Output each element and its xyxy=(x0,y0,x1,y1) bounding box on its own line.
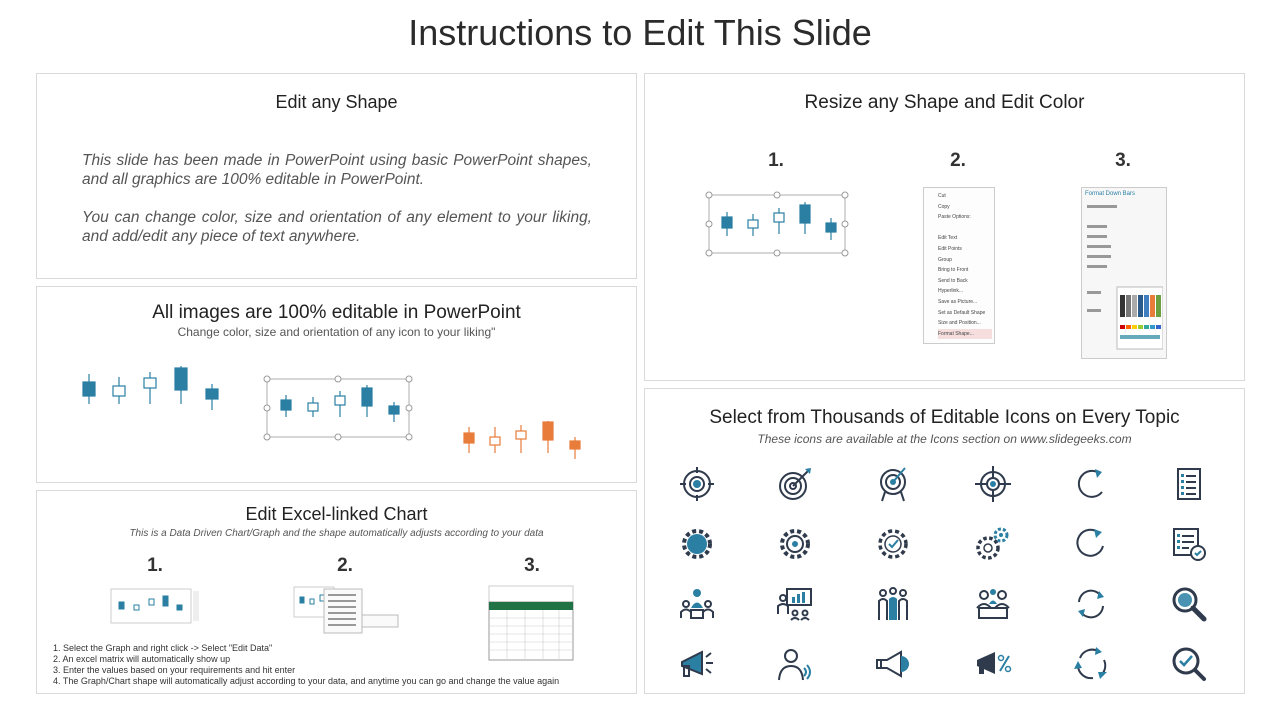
resize-heading: Resize any Shape and Edit Color xyxy=(804,92,1085,113)
excel-step-line: 1. Select the Graph and right click -> Select "Edit Data" xyxy=(53,643,273,653)
context-menu-item: Copy xyxy=(938,203,950,210)
resize-step-1-number: 1. xyxy=(768,150,784,171)
excel-step-line: 2. An excel matrix will automatically show up xyxy=(53,654,231,664)
refresh-arc-icon xyxy=(1071,464,1111,504)
candlestick-orange-graphic xyxy=(457,417,587,462)
megaphone-icon xyxy=(677,644,717,684)
context-menu-item: Size and Position... xyxy=(938,320,981,327)
icons-subtitle: These icons are available at the Icons section on www.slidegeeks.com xyxy=(757,432,1132,446)
edit-shape-paragraph-2: You can change color, size and orientation of any element to your liking, and add/edit any piece of text anywhere. xyxy=(82,209,592,245)
context-menu-item: Send to Back xyxy=(938,277,968,284)
excel-step-line: 4. The Graph/Chart shape will automatically adjust according to your data, and anytime you can go and change the value again xyxy=(53,676,560,686)
candlestick-teal-graphic xyxy=(77,362,227,412)
context-menu-item: Group xyxy=(938,256,952,263)
gear-icon xyxy=(677,524,717,564)
excel-step-1-number: 1. xyxy=(147,555,163,576)
team-leader-icon xyxy=(677,584,717,624)
crosshair-icon xyxy=(973,464,1013,504)
team-meeting-icon xyxy=(973,584,1013,624)
checklist-approved-icon xyxy=(1169,524,1209,564)
context-menu-item: Set as Default Shape xyxy=(938,309,986,316)
context-menu-item: Hyperlink... xyxy=(938,288,964,295)
context-menu-item: Edit Points xyxy=(938,245,962,252)
sync-arrows-icon xyxy=(1071,584,1111,624)
slide-title: Instructions to Edit This Slide xyxy=(408,12,872,53)
context-menu-item: Format Shape... xyxy=(938,329,992,340)
format-pane-title: Format Down Bars xyxy=(1085,191,1136,197)
excel-instruction-steps xyxy=(53,643,559,687)
excel-step-line: 3. Enter the values based on your requirements and hit enter xyxy=(53,665,296,675)
excel-step-2-number: 2. xyxy=(337,555,353,576)
loudspeaker-icon xyxy=(873,644,913,684)
excel-panel xyxy=(36,490,637,694)
excel-heading: Edit Excel-linked Chart xyxy=(245,504,428,524)
color-palette-graphic xyxy=(1085,201,1163,351)
resize-step-3-number: 3. xyxy=(1115,150,1131,171)
group-icon xyxy=(873,584,913,624)
search-check-icon xyxy=(1169,644,1209,684)
edit-shape-panel xyxy=(36,73,637,279)
edit-shape-paragraph-1: This slide has been made in PowerPoint using basic PowerPoint shapes, and all graphics are 100% editable in PowerPoint. xyxy=(82,152,592,188)
icons-panel xyxy=(644,388,1245,694)
excel-step-3-number: 3. xyxy=(524,555,540,576)
resize-panel xyxy=(644,73,1245,381)
images-heading: All images are 100% editable in PowerPoint xyxy=(152,302,521,323)
archery-target-icon xyxy=(873,464,913,504)
context-menu-item: Paste Options: xyxy=(938,214,971,221)
rotate-arrow-icon xyxy=(1071,524,1111,564)
context-menu-item: Edit Text xyxy=(938,235,958,242)
gears-icon xyxy=(973,524,1013,564)
excel-chart-thumbnail-1 xyxy=(109,587,201,627)
format-pane-thumbnail xyxy=(1081,187,1167,359)
user-speaking-icon xyxy=(775,644,815,684)
candlestick-selected-graphic[interactable] xyxy=(263,375,413,441)
excel-subtitle: This is a Data Driven Chart/Graph and the shape automatically adjusts according to your data xyxy=(129,528,544,539)
gear-target-icon xyxy=(775,524,815,564)
target-icon xyxy=(677,464,717,504)
checklist-icon xyxy=(1169,464,1209,504)
excel-chart-thumbnail-2 xyxy=(292,585,402,637)
presentation-icon xyxy=(775,584,815,624)
context-menu-item: Save as Picture... xyxy=(938,298,978,305)
percent-megaphone-icon xyxy=(973,644,1013,684)
gear-check-icon xyxy=(873,524,913,564)
cycle-arrows-icon xyxy=(1071,644,1111,684)
context-menu-item xyxy=(938,223,992,234)
resize-shape-thumbnail[interactable] xyxy=(705,190,851,258)
edit-shape-heading: Edit any Shape xyxy=(275,92,398,112)
magnifier-icon xyxy=(1169,584,1209,624)
context-menu-item: Cut xyxy=(938,193,946,199)
images-panel xyxy=(36,286,637,483)
icons-heading: Select from Thousands of Editable Icons on Every Topic xyxy=(709,407,1180,428)
context-menu-item: Bring to Front xyxy=(938,267,969,274)
resize-step-2-number: 2. xyxy=(950,150,966,171)
images-subtitle: Change color, size and orientation of any icon to your liking" xyxy=(177,325,496,339)
dartboard-icon xyxy=(775,464,815,504)
context-menu-thumbnail xyxy=(923,187,995,344)
